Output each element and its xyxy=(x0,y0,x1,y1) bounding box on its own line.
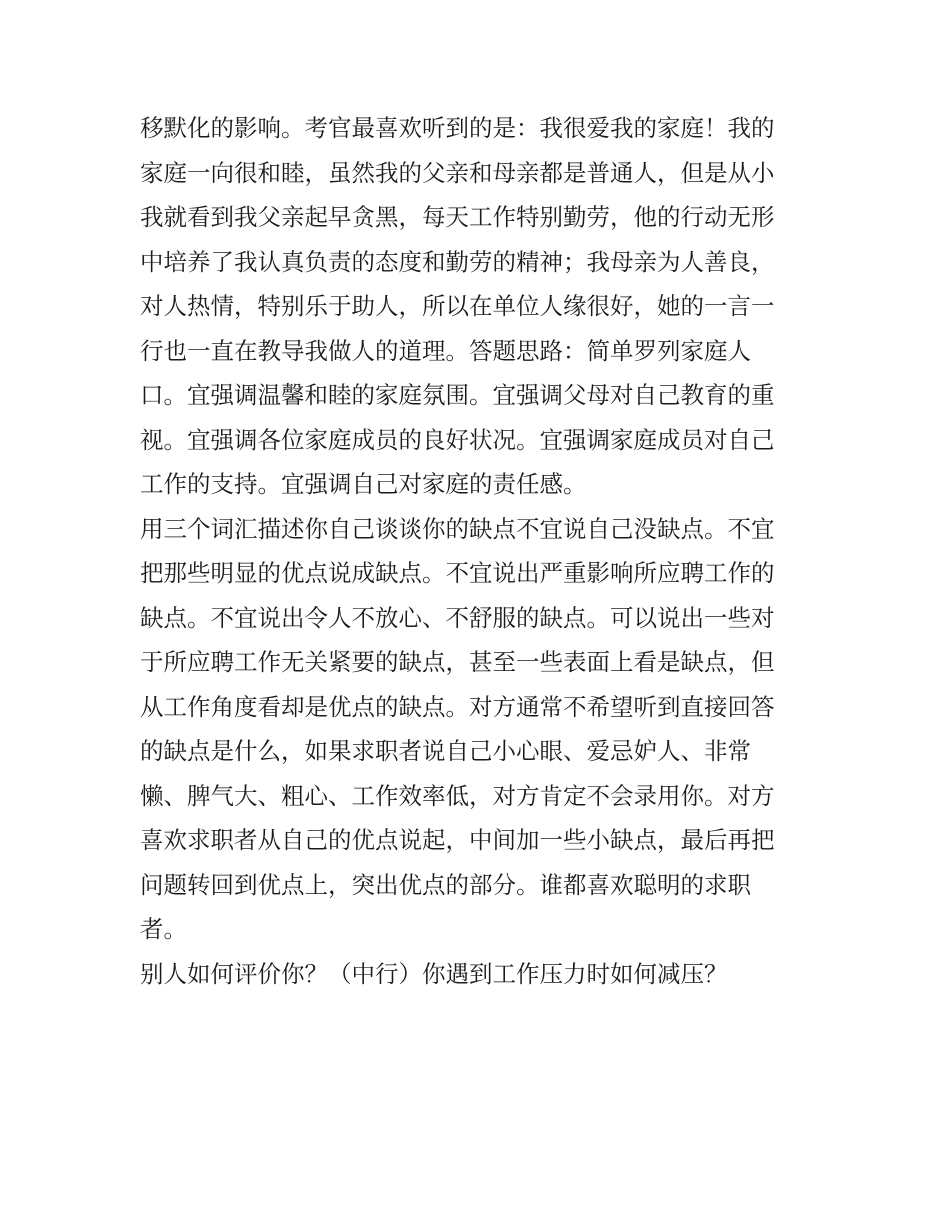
body-text xyxy=(140,106,820,996)
text-line: 缺点。不宜说出令人不放心、不舒服的缺点。可以说出一些对 xyxy=(140,603,775,632)
text-line: 口。宜强调温馨和睦的家庭氛围。宜强调父母对自己教育的重 xyxy=(140,381,775,409)
text-line: 于所应聘工作无关紧要的缺点，甚至一些表面上看是缺点，但 xyxy=(140,648,775,676)
text-line: 视。宜强调各位家庭成员的良好状况。宜强调家庭成员对自己 xyxy=(140,425,775,454)
text-line: 别人如何评价你？（中行）你遇到工作压力时如何减压？ xyxy=(140,959,728,988)
text-line: 懒、脾气大、粗心、工作效率低，对方肯定不会录用你。对方 xyxy=(140,781,775,810)
text-line: 用三个词汇描述你自己谈谈你的缺点不宜说自己没缺点。不宜 xyxy=(140,514,775,543)
text-line: 把那些明显的优点说成缺点。不宜说出严重影响所应聘工作的 xyxy=(140,559,775,587)
text-line: 移默化的影响。考官最喜欢听到的是：我很爱我的家庭！我的 xyxy=(140,114,775,142)
text-line: 对人热情，特别乐于助人，所以在单位人缘很好，她的一言一 xyxy=(140,292,775,320)
text-line: 喜欢求职者从自己的优点说起，中间加一些小缺点，最后再把 xyxy=(140,826,775,854)
text-line: 行也一直在教导我做人的道理。答题思路：简单罗列家庭人 xyxy=(140,336,751,365)
text-line: 中培养了我认真负责的态度和勤劳的精神；我母亲为人善良， xyxy=(140,247,775,276)
text-line: 的缺点是什么，如果求职者说自己小心眼、爱忌妒人、非常 xyxy=(140,737,751,765)
text-line: 我就看到我父亲起早贪黑，每天工作特别勤劳，他的行动无形 xyxy=(140,203,775,231)
text-line: 从工作角度看却是优点的缺点。对方通常不希望听到直接回答 xyxy=(140,692,775,721)
text-line: 问题转回到优点上，突出优点的部分。谁都喜欢聪明的求职 xyxy=(140,870,751,899)
text-line: 者。 xyxy=(140,915,187,943)
text-line: 工作的支持。宜强调自己对家庭的责任感。 xyxy=(140,470,587,498)
text-line: 家庭一向很和睦，虽然我的父亲和母亲都是普通人，但是从小 xyxy=(140,158,775,187)
